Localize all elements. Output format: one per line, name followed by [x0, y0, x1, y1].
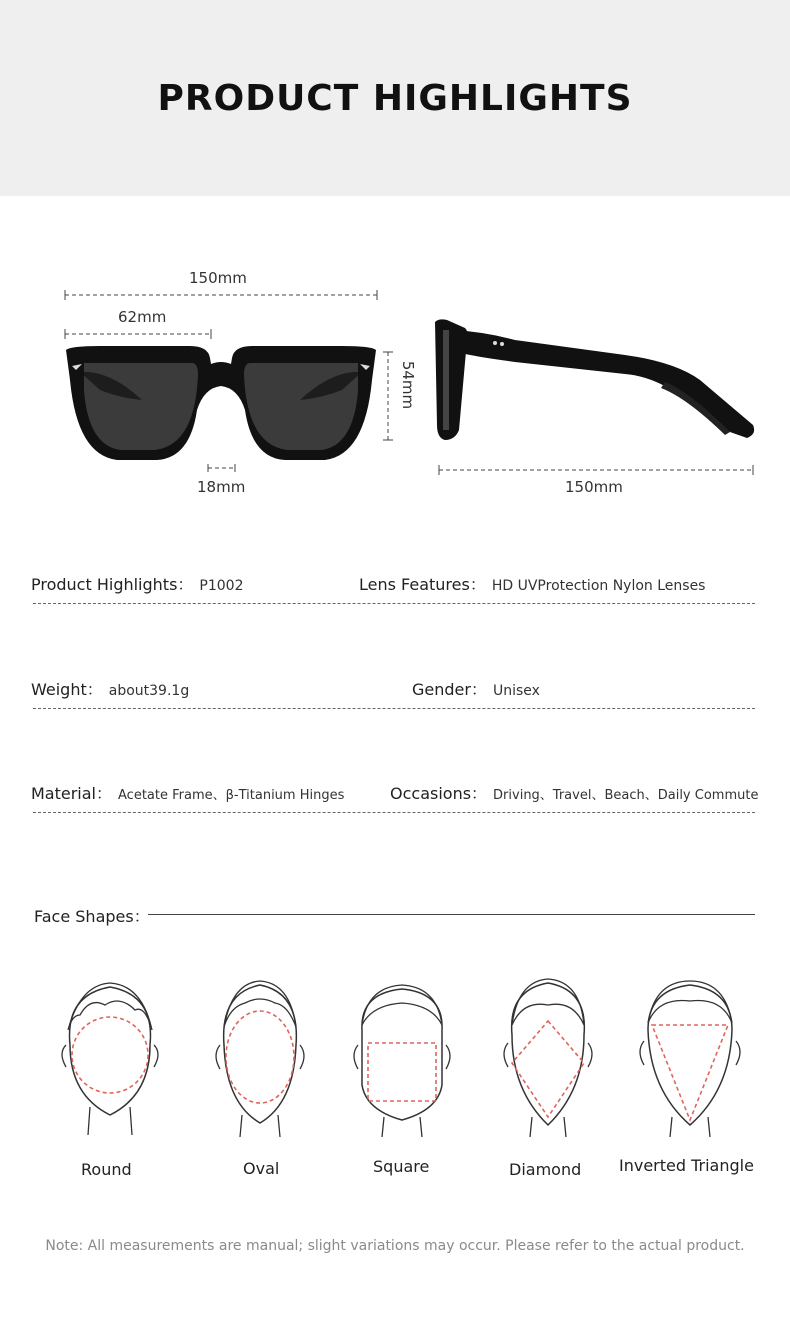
- measurement-note: Note: All measurements are manual; slight variations may occur. Please refer to the actual product.: [45, 1238, 745, 1254]
- face-inverted-triangle-illustration: [630, 975, 750, 1140]
- header-banner: [0, 0, 790, 196]
- spec-material-label: Material：: [31, 784, 113, 803]
- lens-width-label: 62mm: [118, 308, 167, 326]
- face-shapes-divider: [148, 914, 755, 915]
- front-total-width-label: 150mm: [189, 269, 247, 287]
- spec-occasions-label: Occasions：: [390, 784, 488, 803]
- spec-row-1: [33, 563, 755, 604]
- spec-product-label: Product Highlights：: [31, 575, 194, 594]
- glasses-side-view: [425, 310, 765, 480]
- spec-product: [31, 572, 244, 595]
- spec-gender: [412, 677, 540, 700]
- lens-height-label: 54mm: [399, 360, 418, 410]
- page-title: PRODUCT HIGHLIGHTS: [157, 78, 633, 119]
- spec-material: [31, 781, 344, 804]
- spec-material-value: Acetate Frame、β-Titanium Hinges: [118, 788, 345, 803]
- spec-gender-value: Unisex: [492, 683, 540, 699]
- bridge-width-label: 18mm: [197, 478, 246, 496]
- temple-length-label: 150mm: [565, 478, 623, 496]
- face-shapes-heading: [34, 904, 755, 924]
- face-square-illustration: [342, 975, 462, 1140]
- spec-row-3: [31, 772, 759, 813]
- face-round-illustration: [50, 975, 170, 1140]
- spec-product-value: P1002: [199, 578, 244, 594]
- spec-weight: [31, 677, 189, 700]
- face-name-round: Round: [81, 1160, 132, 1179]
- face-diamond-illustration: [488, 975, 608, 1140]
- face-shapes-label: Face Shapes：: [34, 907, 150, 926]
- spec-lens-value: HD UVProtection Nylon Lenses: [491, 578, 706, 594]
- glasses-front-view: [40, 280, 400, 480]
- spec-occasions-value: Driving、Travel、Beach、Daily Commute: [493, 788, 759, 803]
- spec-gender-label: Gender：: [412, 680, 487, 699]
- spec-row-2: [33, 668, 755, 709]
- spec-weight-label: Weight：: [31, 680, 103, 699]
- spec-weight-value: about39.1g: [108, 683, 190, 699]
- spec-occasions: [390, 781, 758, 804]
- spec-lens: [359, 572, 705, 595]
- face-name-oval: Oval: [243, 1159, 280, 1178]
- spec-lens-label: Lens Features：: [359, 575, 486, 594]
- face-oval-illustration: [200, 975, 320, 1140]
- face-name-inverted-triangle: Inverted Triangle: [619, 1156, 754, 1175]
- face-name-square: Square: [373, 1157, 430, 1176]
- face-name-diamond: Diamond: [509, 1160, 582, 1179]
